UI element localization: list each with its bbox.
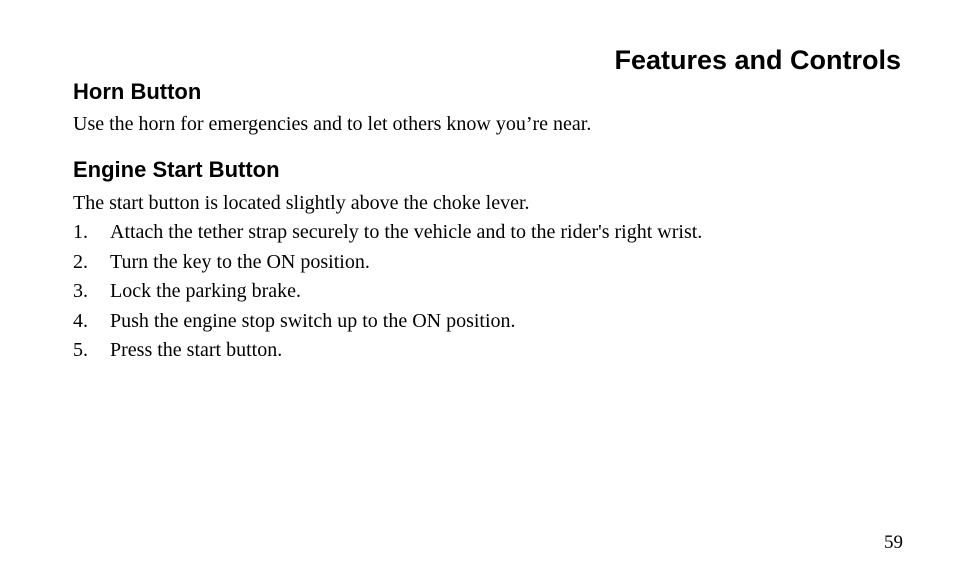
list-item-step-2 [73, 250, 903, 280]
page-header-title: Features and Controls [614, 45, 901, 75]
horn-button-heading: Horn Button [73, 79, 202, 104]
step-text: Press the start button. [110, 339, 283, 361]
engine-start-steps-list [73, 220, 903, 368]
horn-button-description: Use the horn for emergencies and to let others know you’re near. [73, 113, 592, 135]
step-number: 4. [73, 309, 88, 332]
list-item-step-1 [73, 220, 903, 250]
list-item-step-3 [73, 279, 903, 309]
step-number: 5. [73, 339, 88, 361]
step-number: 2. [73, 250, 88, 273]
step-text: Lock the parking brake. [110, 280, 302, 302]
step-number: 1. [73, 221, 88, 243]
list-item-step-5 [73, 338, 903, 368]
step-number: 3. [73, 280, 88, 302]
engine-start-intro: The start button is located slightly above the choke lever. [73, 192, 530, 214]
list-item-step-4 [73, 309, 903, 339]
page-content [73, 78, 903, 368]
step-text: Turn the key to the ON position. [110, 250, 370, 273]
step-text: Push the engine stop switch up to the ON position. [110, 309, 516, 332]
step-text: Attach the tether strap securely to the vehicle and to the rider's right wrist. [110, 221, 703, 243]
page-number: 59 [884, 532, 903, 553]
engine-start-button-heading: Engine Start Button [73, 157, 280, 182]
